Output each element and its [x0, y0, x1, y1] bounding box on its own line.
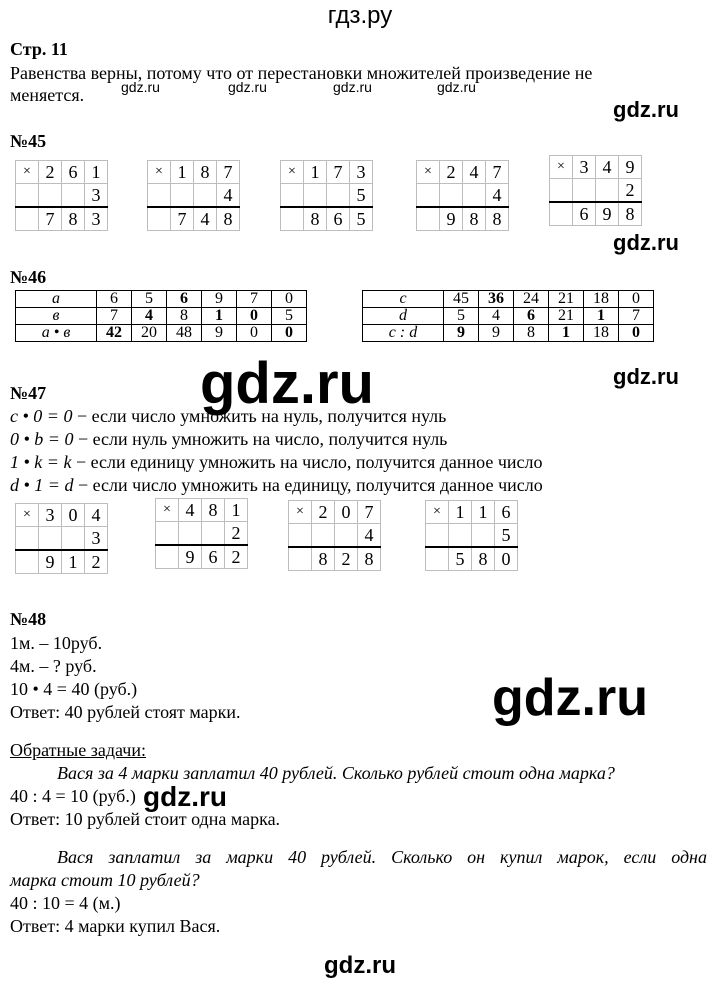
- table-cell: 8: [167, 308, 202, 325]
- multiply-sign: ×: [417, 161, 440, 184]
- empty-cell: [156, 522, 179, 546]
- digit-cell: [62, 527, 85, 551]
- table-cell: 0: [272, 291, 307, 308]
- values-table-1: [15, 290, 307, 342]
- table-cell: 7: [97, 308, 132, 325]
- digit-cell: 3: [85, 527, 108, 551]
- digit-cell: 5: [449, 547, 472, 571]
- digit-cell: 4: [179, 499, 202, 522]
- empty-cell: [281, 207, 304, 231]
- digit-cell: 4: [217, 184, 240, 208]
- digit-cell: [472, 524, 495, 548]
- watermark: gdz.ru: [613, 230, 679, 255]
- multiply-sign: ×: [426, 501, 449, 524]
- table-cell: 9: [202, 325, 237, 342]
- rule-line: [10, 474, 543, 496]
- digit-cell: 6: [573, 202, 596, 226]
- empty-cell: [417, 207, 440, 231]
- digit-cell: 7: [171, 207, 194, 231]
- rule-text: − если нуль умножить на число, получится нуль: [73, 429, 448, 449]
- digit-cell: 2: [619, 179, 642, 203]
- rule-formula: c • 0 = 0: [10, 406, 73, 426]
- digit-cell: 0: [335, 501, 358, 524]
- digit-cell: 5: [350, 207, 373, 231]
- rule-line: [10, 451, 543, 473]
- digit-cell: 4: [463, 161, 486, 184]
- table-cell: 9: [479, 325, 514, 342]
- digit-cell: 8: [217, 207, 240, 231]
- multiply-sign: ×: [289, 501, 312, 524]
- task48-label: №48: [10, 609, 47, 629]
- watermark: gdz.ru: [121, 79, 160, 95]
- rule-line: [10, 428, 447, 450]
- watermark: gdz.ru: [437, 79, 476, 95]
- digit-cell: 1: [449, 501, 472, 524]
- empty-cell: [16, 550, 39, 574]
- table-cell: 7: [237, 291, 272, 308]
- digit-cell: 9: [596, 202, 619, 226]
- rule-formula: 0 • b = 0: [10, 429, 74, 449]
- empty-cell: [16, 527, 39, 551]
- digit-cell: 4: [596, 156, 619, 179]
- digit-cell: 2: [225, 545, 248, 569]
- multiply-sign: ×: [16, 504, 39, 527]
- digit-cell: 8: [304, 207, 327, 231]
- digit-cell: 1: [472, 501, 495, 524]
- empty-cell: [426, 547, 449, 571]
- digit-cell: [573, 179, 596, 203]
- digit-cell: 1: [171, 161, 194, 184]
- digit-cell: 8: [62, 207, 85, 231]
- empty-cell: [156, 545, 179, 569]
- table-cell: 0: [619, 291, 654, 308]
- digit-cell: [62, 184, 85, 208]
- digit-cell: 7: [358, 501, 381, 524]
- table-row: [363, 291, 654, 308]
- row-head: а: [16, 291, 97, 308]
- digit-cell: 8: [194, 161, 217, 184]
- row-head: d: [363, 308, 444, 325]
- digit-cell: 0: [495, 547, 518, 571]
- digit-cell: [39, 184, 62, 208]
- multiplication-grid: [280, 160, 373, 231]
- multiply-sign: ×: [148, 161, 171, 184]
- inverse2-problem-line-1: Вася заплатил за марки 40 рублей. Сколько он купил марок, если одна: [57, 847, 707, 867]
- multiplication-grid: [155, 498, 248, 569]
- digit-cell: 6: [327, 207, 350, 231]
- table-cell: 8: [514, 325, 549, 342]
- digit-cell: 6: [62, 161, 85, 184]
- digit-cell: 2: [440, 161, 463, 184]
- table-cell: 36: [479, 291, 514, 308]
- table-cell: 21: [549, 291, 584, 308]
- inverse1-answer: Ответ: 10 рублей стоит одна марка.: [10, 809, 281, 829]
- table-cell: 21: [549, 308, 584, 325]
- digit-cell: 2: [85, 550, 108, 574]
- values-table-2: [362, 290, 654, 342]
- empty-cell: [289, 547, 312, 571]
- digit-cell: 6: [495, 501, 518, 524]
- table-cell: 1: [584, 308, 619, 325]
- multiplication-grid: [15, 160, 108, 231]
- watermark: gdz.ru: [333, 79, 372, 95]
- inverse1-solution: 40 : 4 = 10 (руб.): [10, 786, 136, 806]
- digit-cell: [194, 184, 217, 208]
- digit-cell: [304, 184, 327, 208]
- row-head: с : d: [363, 325, 444, 342]
- site-title: гдз.ру: [327, 2, 393, 29]
- watermark: gdz.ru: [324, 952, 396, 979]
- empty-cell: [281, 184, 304, 208]
- table-cell: 9: [444, 325, 479, 342]
- table-cell: 1: [202, 308, 237, 325]
- table-cell: 6: [167, 291, 202, 308]
- table-row: [363, 325, 654, 342]
- task48-line-1: 1м. – 10руб.: [10, 633, 103, 653]
- digit-cell: 3: [85, 207, 108, 231]
- rule-text: − если число умножить на единицу, получится данное число: [73, 475, 543, 495]
- multiplication-grid: [549, 155, 642, 226]
- table-row: [363, 308, 654, 325]
- multiplication-grid: [147, 160, 240, 231]
- digit-cell: 9: [440, 207, 463, 231]
- digit-cell: 8: [463, 207, 486, 231]
- digit-cell: [596, 179, 619, 203]
- digit-cell: 7: [327, 161, 350, 184]
- table-cell: 1: [549, 325, 584, 342]
- digit-cell: 6: [202, 545, 225, 569]
- digit-cell: 7: [486, 161, 509, 184]
- table-cell: 20: [132, 325, 167, 342]
- multiply-sign: ×: [16, 161, 39, 184]
- digit-cell: 8: [312, 547, 335, 571]
- rule-formula: 1 • k = k: [10, 452, 72, 472]
- empty-cell: [16, 184, 39, 208]
- table-cell: 4: [479, 308, 514, 325]
- digit-cell: 2: [225, 522, 248, 546]
- digit-cell: [327, 184, 350, 208]
- inverse-heading: Обратные задачи:: [10, 740, 146, 760]
- table-cell: 0: [237, 325, 272, 342]
- empty-cell: [426, 524, 449, 548]
- digit-cell: 3: [39, 504, 62, 527]
- digit-cell: 5: [350, 184, 373, 208]
- rule-formula: d • 1 = d: [10, 475, 74, 495]
- digit-cell: 9: [39, 550, 62, 574]
- digit-cell: 1: [85, 161, 108, 184]
- table-cell: 45: [444, 291, 479, 308]
- page-ref: Стр. 11: [10, 39, 68, 59]
- digit-cell: 9: [179, 545, 202, 569]
- table-cell: 42: [97, 325, 132, 342]
- multiplication-grid: [288, 500, 381, 571]
- empty-cell: [289, 524, 312, 548]
- table-cell: 5: [444, 308, 479, 325]
- intro-line-2: меняется.: [10, 85, 85, 105]
- watermark: gdz.ru: [200, 351, 374, 416]
- row-head: а • в: [16, 325, 97, 342]
- task48-answer: Ответ: 40 рублей стоят марки.: [10, 702, 241, 722]
- digit-cell: 3: [85, 184, 108, 208]
- rule-text: − если единицу умножить на число, получится данное число: [71, 452, 543, 472]
- inverse2-solution: 40 : 10 = 4 (м.): [10, 893, 121, 913]
- task45-label: №45: [10, 131, 47, 151]
- task46-label: №46: [10, 267, 47, 287]
- digit-cell: 3: [350, 161, 373, 184]
- watermark: gdz.ru: [492, 669, 648, 727]
- watermark: gdz.ru: [228, 79, 267, 95]
- multiply-sign: ×: [550, 156, 573, 179]
- table-cell: 24: [514, 291, 549, 308]
- watermark: gdz.ru: [613, 364, 679, 389]
- digit-cell: [202, 522, 225, 546]
- digit-cell: [179, 522, 202, 546]
- empty-cell: [148, 207, 171, 231]
- multiply-sign: ×: [281, 161, 304, 184]
- digit-cell: [440, 184, 463, 208]
- table-cell: 6: [514, 308, 549, 325]
- inverse2-problem-line-2: марка стоит 10 рублей?: [10, 870, 200, 890]
- table-cell: 18: [584, 325, 619, 342]
- table-cell: 4: [132, 308, 167, 325]
- digit-cell: 5: [495, 524, 518, 548]
- digit-cell: [463, 184, 486, 208]
- table-cell: 6: [97, 291, 132, 308]
- digit-cell: 4: [486, 184, 509, 208]
- table-cell: 0: [237, 308, 272, 325]
- table-cell: 0: [619, 325, 654, 342]
- table-cell: 7: [619, 308, 654, 325]
- table-cell: 9: [202, 291, 237, 308]
- rule-line: [10, 405, 446, 427]
- digit-cell: 4: [358, 524, 381, 548]
- task47-label: №47: [10, 383, 47, 403]
- digit-cell: 2: [39, 161, 62, 184]
- watermark: gdz.ru: [143, 781, 227, 812]
- intro-line-1: Равенства верны, потому что от перестановки множителей произведение не: [10, 63, 593, 83]
- digit-cell: 1: [62, 550, 85, 574]
- watermark: gdz.ru: [613, 97, 679, 122]
- digit-cell: 8: [358, 547, 381, 571]
- multiplication-grid: [416, 160, 509, 231]
- row-head: с: [363, 291, 444, 308]
- table-cell: 5: [272, 308, 307, 325]
- task48-solution: 10 • 4 = 40 (руб.): [10, 679, 138, 699]
- digit-cell: [335, 524, 358, 548]
- digit-cell: 8: [619, 202, 642, 226]
- digit-cell: 7: [217, 161, 240, 184]
- empty-cell: [16, 207, 39, 231]
- task48-line-2: 4м. – ? руб.: [10, 656, 97, 676]
- empty-cell: [550, 179, 573, 203]
- empty-cell: [417, 184, 440, 208]
- digit-cell: [39, 527, 62, 551]
- table-row: [16, 325, 307, 342]
- digit-cell: 1: [225, 499, 248, 522]
- digit-cell: [312, 524, 335, 548]
- table-cell: 18: [584, 291, 619, 308]
- multiplication-grid: [425, 500, 518, 571]
- digit-cell: 1: [304, 161, 327, 184]
- multiply-sign: ×: [156, 499, 179, 522]
- table-cell: 48: [167, 325, 202, 342]
- digit-cell: 4: [85, 504, 108, 527]
- digit-cell: 0: [62, 504, 85, 527]
- digit-cell: 3: [573, 156, 596, 179]
- digit-cell: 2: [312, 501, 335, 524]
- table-row: [16, 291, 307, 308]
- digit-cell: [449, 524, 472, 548]
- table-cell: 0: [272, 325, 307, 342]
- digit-cell: 8: [486, 207, 509, 231]
- inverse1-problem: Вася за 4 марки заплатил 40 рублей. Сколько рублей стоит одна марка?: [57, 763, 615, 783]
- multiplication-grid: [15, 503, 108, 574]
- digit-cell: 8: [472, 547, 495, 571]
- digit-cell: [171, 184, 194, 208]
- digit-cell: 4: [194, 207, 217, 231]
- inverse2-answer: Ответ: 4 марки купил Вася.: [10, 916, 221, 936]
- digit-cell: 9: [619, 156, 642, 179]
- empty-cell: [550, 202, 573, 226]
- rule-text: − если число умножить на нуль, получится нуль: [72, 406, 447, 426]
- digit-cell: 2: [335, 547, 358, 571]
- table-cell: 5: [132, 291, 167, 308]
- table-row: [16, 308, 307, 325]
- digit-cell: 7: [39, 207, 62, 231]
- empty-cell: [148, 184, 171, 208]
- row-head: в: [16, 308, 97, 325]
- digit-cell: 8: [202, 499, 225, 522]
